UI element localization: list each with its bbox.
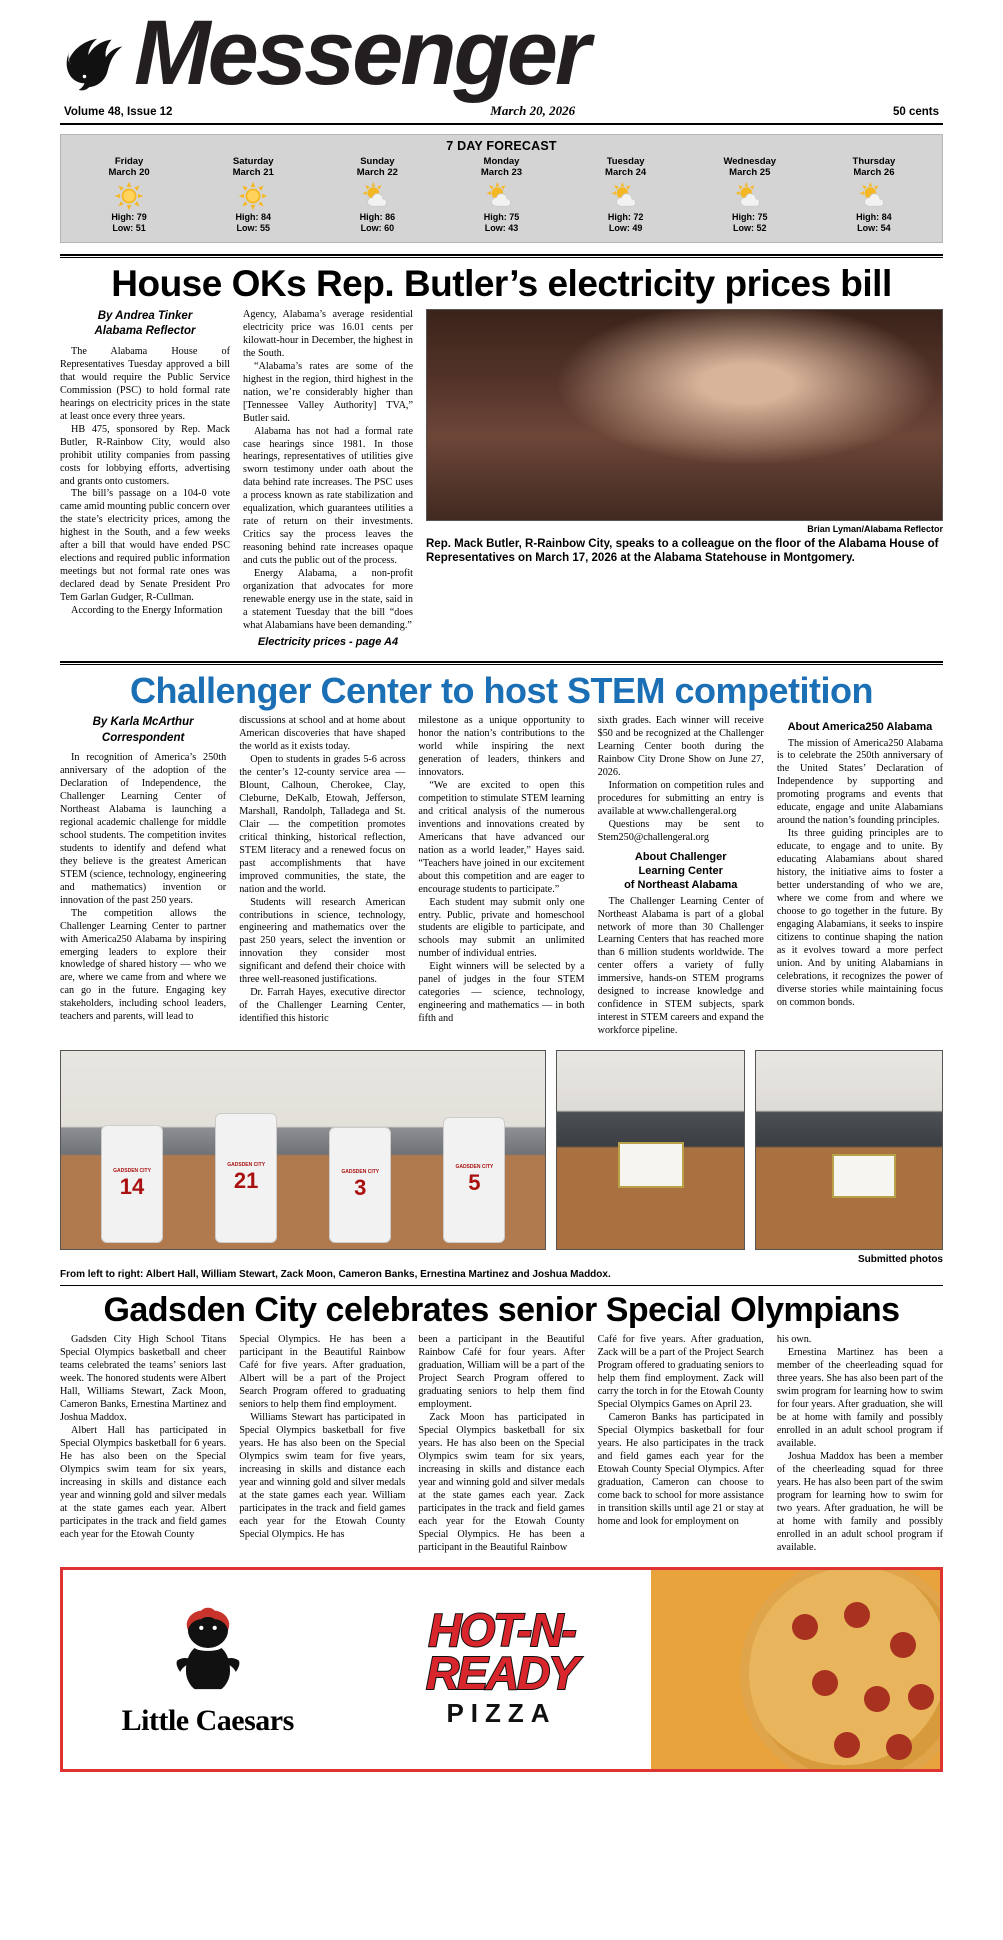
paragraph: Ernestina Martinez has been a member of the cheerleading squad for three years. She has also been part of the swim program for learning how to swim for four years. After graduation, she will be at home with family and possibly enrolled in an adult school program if available. [776, 1347, 944, 1450]
story3-column-5 [777, 1334, 943, 1554]
day-low: Low: 55 [236, 223, 270, 234]
story3-column-1 [60, 1334, 226, 1554]
issue-date: March 20, 2026 [490, 103, 576, 118]
student-photo-1 [556, 1050, 744, 1250]
subhead-challenger: About Challenger Learning Center of Northeast Alabama [624, 850, 738, 892]
paragraph: HB 475, sponsored by Rep. Mack Butler, R-Rainbow City, would also prohibit utility companies from passing costs for lobbying efforts, advertising and grants onto customers. [60, 423, 230, 487]
forecast-days [67, 156, 936, 235]
paragraph: The bill’s passage on a 104-0 vote came amid mounting public concern over the state’s electricity prices, among the highest in the South, and a few weeks after a bill that would have ended PSC elections and required public information meetings but not formal rate ones was declared dead by Senate President Pro Tem Garlan Gudger, R-Cullman. [60, 488, 230, 604]
paragraph: his own. [776, 1334, 812, 1346]
forecast-day [812, 156, 936, 235]
story2-byline [60, 715, 226, 746]
jersey: GADSDEN CITY 21 [215, 1113, 277, 1243]
paragraph: sixth grades. Each winner will receive $50 and be recognized at the Challenger Learning Center booth during the Rainbow City Drone Show on June 27, 2026. [597, 715, 764, 779]
section-rule [60, 661, 943, 665]
paragraph: Cameron Banks has participated in Special Olympics basketball for four years. He also participates in the track and field games each year for the Etowah County Special Olympics. After graduation, Cameron can choose to come back to school for more assistance in transition skills until age 21 or stay at home and look for employment on [597, 1412, 764, 1527]
paragraph: The mission of America250 Alabama is to celebrate the 250th anniversary of the United States’ Declaration of Independence by supporting and promoting programs and events that educate, engage and unite Alabamians around the nation’s founding principles. [776, 737, 944, 827]
dove-icon [60, 29, 138, 91]
jersey: GADSDEN CITY 3 [329, 1127, 391, 1243]
paragraph: The Alabama House of Representatives Tuesday approved a bill that would require the Public Service Commission (PSC) to hold formal rate hearings on electricity prices in the state at least once every three years. [60, 346, 230, 422]
paragraph: Information on competition rules and procedures for submitting an entry is available at www.challengeral.org [597, 779, 764, 817]
ad-headline-block [352, 1570, 650, 1769]
legislator-photo [426, 309, 943, 521]
masthead [60, 0, 943, 105]
story1-column-1 [60, 309, 230, 650]
byline-author: By Karla McArthur [92, 716, 194, 729]
paragraph: Albert Hall has participated in Special Olympics basketball for 6 years. He has also been on the Special Olympics swim team for six years, increasing in skills and distance each year and winning gold and silver medals at the state games each year. Albert participates in the track and field games each year for the Etowah County [60, 1425, 227, 1540]
paragraph: milestone as a unique opportunity to honor the nation’s contributions to the world while inspiring the next generation of leaders, thinkers and innovators. [418, 715, 585, 779]
partly-cloudy-icon [564, 180, 688, 212]
forecast-day [439, 156, 563, 235]
day-date: March 21 [232, 167, 274, 178]
paragraph: Gadsden City High School Titans Special Olympics basketball and cheer teams celebrated the teams’ seniors last week. The honored students were Albert Hall, Williams Stewart, Zack Moon, Cameron Banks, Ernestina Martinez and Joshua Maddox. [60, 1334, 227, 1424]
paragraph: In recognition of America’s 250th anniversary of the adoption of the Declaration of Independence, the Challenger Learning Center of Northeast Alabama is launching a regional academic challenge for middle school students. The competition invites students to identify and defend what they believe is the greatest American STEM (science, technology, engineering and mathematics) invention or innovation of the past 250 years. [60, 752, 227, 906]
day-name: Monday [483, 156, 520, 167]
story3-column-2 [239, 1334, 405, 1554]
byline-org: Alabama Reflector [94, 325, 196, 338]
day-low: Low: 60 [360, 223, 395, 234]
partly-cloudy-icon [812, 180, 936, 212]
day-date: March 20 [108, 167, 150, 178]
section-rule [60, 254, 943, 258]
ad-brand-block [63, 1570, 352, 1769]
story2-column-3 [418, 715, 584, 1038]
forecast-day [564, 156, 688, 235]
paragraph: “We are excited to open this competition to stimulate STEM learning and critical analysis of the numerous inventions and innovations created by Americans that have advanced our nation as a world leader,” Hayes said. “Teachers have joined in our excitement about this competition and are eager to encourage students to participate.” [418, 779, 585, 895]
sunny-icon [191, 180, 315, 212]
day-name: Friday [114, 156, 144, 167]
paragraph: Questions may be sent to Stem250@challengeral.org [597, 818, 764, 843]
story2-headline: Challenger Center to host STEM competition [129, 669, 874, 711]
day-low: Low: 52 [733, 223, 767, 234]
paragraph: “Alabama’s rates are some of the highest in the region, third highest in the nation, we’re considerably higher than [Tennessee Valley Authority] TVA,” Butler said. [243, 360, 413, 424]
paragraph: Café for five years. After graduation, Zack will be a part of the Project Search Program offered to graduating seniors to help them find employment. Zack will carry the torch in for the Etowah County Special Olympics Games on April 23. [597, 1334, 764, 1411]
paragraph: Zack Moon has participated in Special Olympics basketball for six years. He has also been on the Special Olympics swim team for six years, increasing in skills and distance each year and winning gold and silver medals at the state games each year. Zack participates in the track and field games each year for the Etowah County Special Olympics. He has been a participant in the Beautiful Rainbow [418, 1412, 585, 1553]
day-high: High: 72 [607, 212, 644, 222]
story3-column-4 [598, 1334, 764, 1554]
student-photo-2 [755, 1050, 943, 1250]
paragraph: Its three guiding principles are to educate, to engage and to unite. By educating Alabamians about shared history, the initiative aims to foster a better understanding of who we are, where we come from and where we choose to go together in the future. By engaging Alabamians, it seeks to inspire citizens to continue shaping the nation as it evolves toward a more perfect union. And by uniting Alabamians in celebrations, it recognizes the power of diverse stories while maintaining focus on common bonds. [776, 828, 944, 1008]
forecast-day [315, 156, 439, 235]
day-date: March 26 [853, 167, 895, 178]
story2-column-2 [239, 715, 405, 1038]
special-olympics-photo-row [60, 1050, 943, 1250]
jersey: GADSDEN CITY 5 [443, 1117, 505, 1243]
paragraph: discussions at school and at home about American discoveries that have shaped the world as it exists today. [239, 715, 406, 753]
day-high: High: 86 [359, 212, 396, 222]
story1-byline [60, 309, 230, 340]
day-high: High: 84 [856, 212, 892, 222]
day-high: High: 75 [732, 212, 768, 222]
photo-caption: Rep. Mack Butler, R-Rainbow City, speaks to a colleague on the floor of the Alabama House of Representatives on March 17, 2026 at the Alabama Statehouse in Montgomery. [426, 537, 939, 565]
story2-body [60, 715, 943, 1038]
day-name: Tuesday [606, 156, 645, 167]
day-name: Thursday [852, 156, 896, 167]
photos-credit: Submitted photos [858, 1254, 943, 1266]
paragraph: Each student may submit only one entry. Public, private and homeschool students are eligible to participate, and schools may submit an unlimited number of individual entries. [418, 896, 585, 960]
day-name: Wednesday [723, 156, 777, 167]
story3-column-3 [418, 1334, 584, 1554]
ad-line-3: PIZZA [446, 1697, 557, 1728]
story2-column-1 [60, 715, 226, 1038]
day-low: Low: 43 [484, 223, 519, 234]
paragraph: The Challenger Learning Center of Northeast Alabama is part of a global network of more than 30 Challenger Learning Centers that has reached more than 6 million students worldwide. The center offers a variety of fully immersive, hands-on STEM programs designed to increase knowledge and confidence in STEM subjects, spark interest in STEM careers and expand the workforce pipeline. [597, 895, 764, 1037]
forecast-day [191, 156, 315, 235]
story2-column-4 [598, 715, 764, 1038]
subhead-america250: About America250 Alabama [787, 721, 933, 734]
story2-column-5 [777, 715, 943, 1038]
forecast-title: 7 DAY FORECAST [446, 139, 557, 153]
forecast-day [688, 156, 812, 235]
partly-cloudy-icon [439, 180, 563, 212]
paragraph: Eight winners will be selected by a panel of judges in the four STEM categories — science, technology, engineering and mathematics — in both fifth and [418, 961, 585, 1025]
paragraph: According to the Energy Information [71, 605, 223, 617]
paragraph: Alabama has not had a formal rate case hearings since 1981. In those hearings, representatives of utilities give sworn testimony under oath about the data behind rate increases. The PSC uses a process known as rate stabilization and equalization, which guarantees utilities a rate of return on their investments. Critics say the process leaves the reasoning behind rate increases opaque and cuts the public out of the process. [243, 425, 413, 567]
byline-org: Correspondent [101, 731, 185, 744]
story1-body [60, 309, 943, 650]
paragraph: Open to students in grades 5-6 across the center’s 12-county service area — Blount, Calhoun, Cherokee, Clay, Cleburne, DeKalb, Etowah, Jefferson, Marshall, Randolph, Talladega and St. Clair — the competition promotes critical thinking, historical reflection, STEM literacy and a renewed focus on past accomplishments that have improved communities, the state, the nation and the world. [239, 754, 406, 895]
ad-line-2: READY [425, 1646, 577, 1699]
paragraph: Joshua Maddox has been a member of the cheerleading squad for three years. He has also been part of the swim program for learning how to swim for two years. After graduation, he will be at home with family and possibly enrolled in an adult school program if available. [776, 1451, 944, 1553]
day-date: March 22 [356, 167, 398, 178]
partly-cloudy-icon [315, 180, 439, 212]
story1-headline: House OKs Rep. Butler’s electricity prices bill [111, 262, 892, 304]
paragraph: Agency, Alabama’s average residential electricity price was 16.01 cents per kilowatt-hour in December, the highest in the South. [243, 308, 413, 359]
day-name: Sunday [360, 156, 395, 167]
team-photo [60, 1050, 546, 1250]
story3-headline: Gadsden City celebrates senior Special Olympians [103, 1291, 900, 1330]
byline-author: By Andrea Tinker [97, 309, 193, 322]
jersey: GADSDEN CITY 14 [101, 1125, 163, 1243]
volume-issue: Volume 48, Issue 12 [64, 106, 173, 118]
photo-credit: Brian Lyman/Alabama Reflector [807, 523, 943, 534]
day-name: Saturday [232, 156, 274, 167]
caesar-icon [160, 1601, 256, 1698]
team-photo-caption: From left to right: Albert Hall, William Stewart, Zack Moon, Cameron Banks, Ernestina Martinez and Joshua Maddox. [60, 1269, 943, 1286]
day-high: High: 79 [111, 212, 147, 222]
price: 50 cents [892, 106, 939, 118]
paragraph: Williams Stewart has participated in Special Olympics basketball for five years. He has also been on the Special Olympics swim team for five years, increasing in skills and distance each year and winning gold and silver medals at the state games each year. William participates in the track and field games each year for the Etowah County Special Olympics. He has [239, 1412, 406, 1540]
paragraph: Students will research American contributions in science, technology, engineering and mathematics over the past 250 years, select the invention or innovation they consider most significant and defend their choice with three well-reasoned justifications. [239, 896, 406, 986]
little-caesars-ad[interactable] [60, 1567, 943, 1772]
day-high: High: 84 [235, 212, 271, 222]
day-date: March 24 [605, 167, 647, 178]
paragraph: Special Olympics. He has been a participant in the Beautiful Rainbow Café for five years. After graduation, Albert will be a part of the Project Search Program offered to graduating seniors to help them find employment. [239, 1334, 406, 1411]
story1-jumpline[interactable]: Electricity prices - page A4 [257, 635, 399, 648]
paragraph: The competition allows the Challenger Learning Center to partner with America250 Alabama by inspiring emerging leaders to explore their knowledge of shared history — who we are, where we came from and where we can go in the future. Engaging key stakeholders, including school leaders, teachers and parents, will lead to [60, 907, 227, 1023]
story1-column-2 [243, 309, 413, 650]
weather-forecast [60, 134, 943, 243]
story3-body [60, 1334, 943, 1554]
partly-cloudy-icon [688, 180, 812, 212]
ad-brand-name: Little Caesars [121, 1703, 294, 1737]
sunny-icon [67, 180, 191, 212]
day-low: Low: 49 [608, 223, 643, 234]
paragraph: Energy Alabama, a non-profit organization that advocates for more renewable energy use in the state, said in a statement Tuesday that the bill “does what Alabamians have been demanding.” [243, 568, 413, 631]
forecast-day [67, 156, 191, 235]
day-date: March 25 [729, 167, 771, 178]
day-date: March 23 [480, 167, 523, 178]
ad-line-1: HOT-N- [428, 1604, 575, 1657]
story1-photo-block [426, 309, 943, 650]
masthead-title: Messenger [134, 2, 588, 105]
day-high: High: 75 [483, 212, 520, 222]
day-low: Low: 51 [112, 223, 146, 234]
pepperoni-pizza-icon [651, 1570, 940, 1769]
day-low: Low: 54 [857, 223, 891, 234]
paragraph: been a participant in the Beautiful Rainbow Café for four years. After graduation, William will be a part of the Project Search Program offered to graduating seniors to help them find employment. [418, 1334, 585, 1411]
paragraph: Dr. Farrah Hayes, executive director of the Challenger Learning Center, identified this historic [239, 987, 406, 1025]
